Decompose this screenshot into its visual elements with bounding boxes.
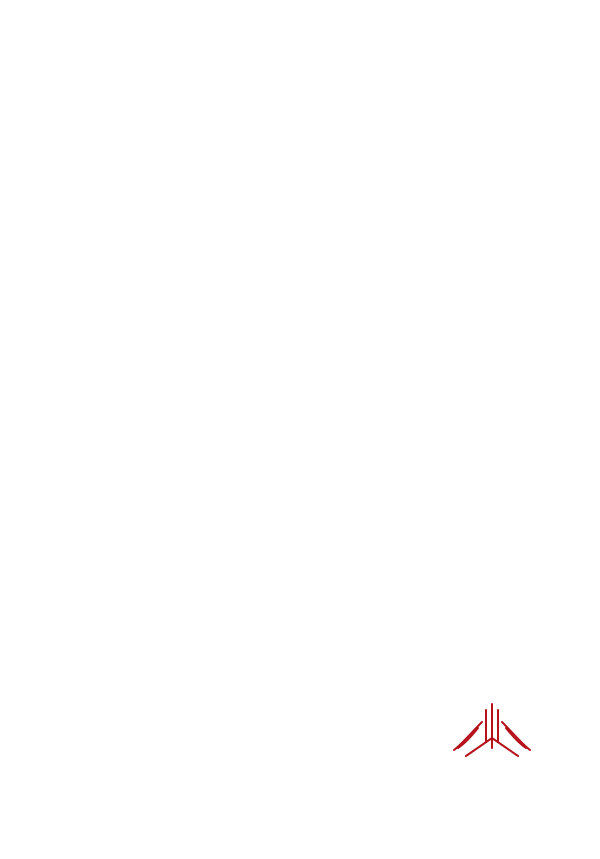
logo-icon: [452, 700, 532, 760]
